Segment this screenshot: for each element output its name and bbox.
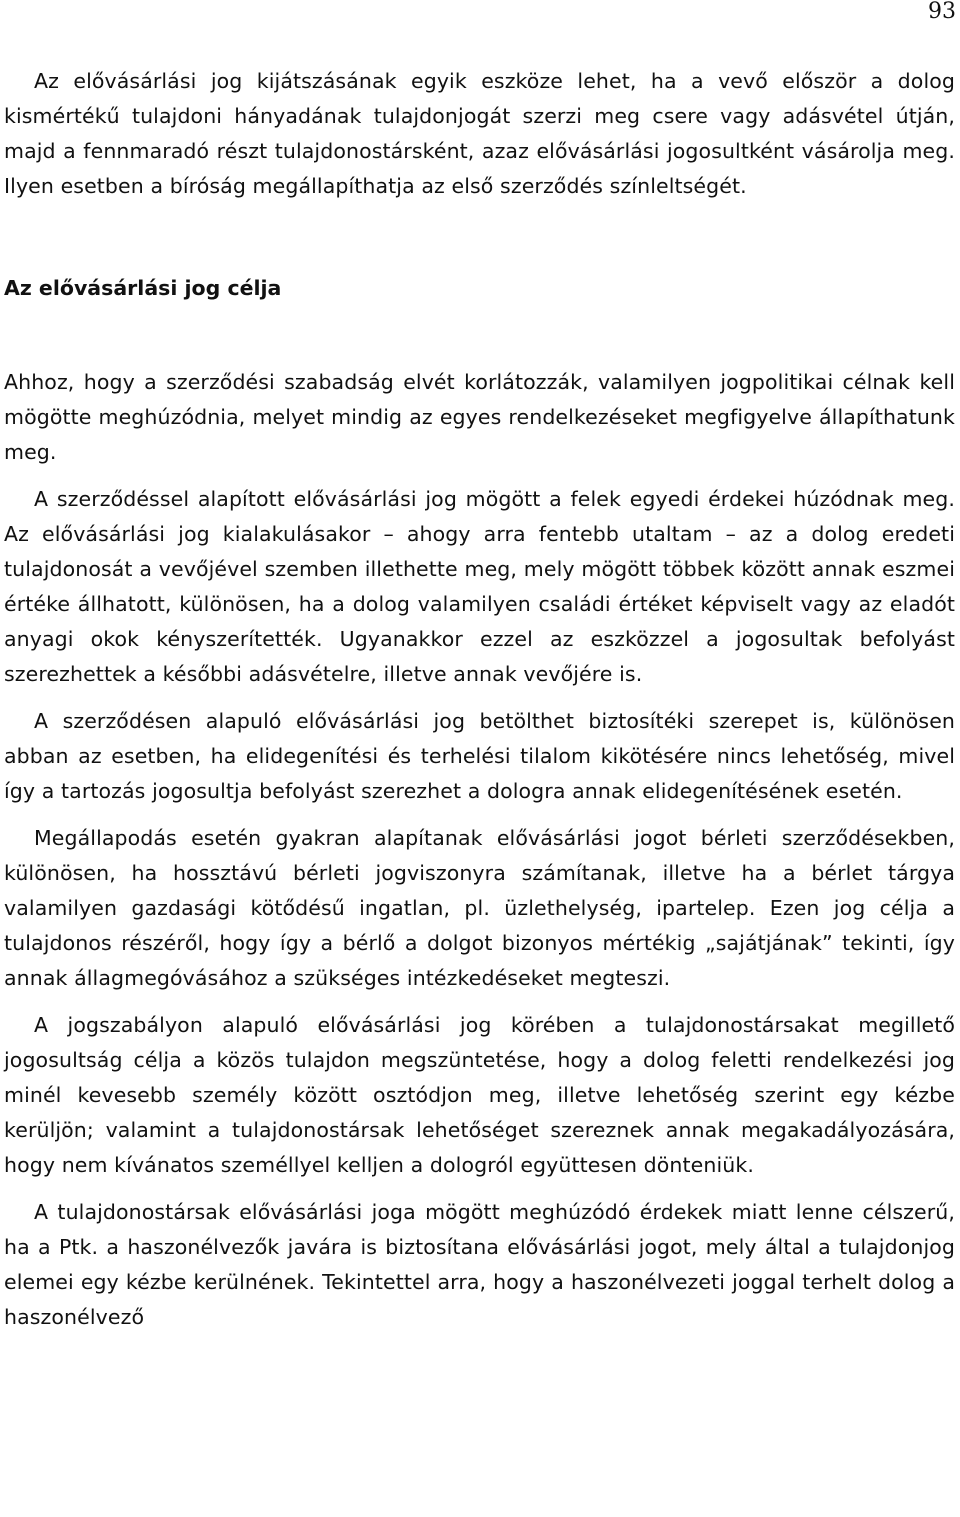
paragraph: Megállapodás esetén gyakran alapítanak elővásárlási jogot bérleti szerződésekben, különösen, ha hossztávú bérleti jogviszonyra számítanak, illetve ha a bérlet tárgya valamilyen gazdasági kötődésű ingatlan, pl. üzlethelység, ipartelep. Ezen jog célja a tulajdonos részéről, hogy így a bérlő a dolgot bizonyos mértékig „sajátjának” tekinti, így annak állagmegóvásához a szükséges intézkedéseket megteszi.	[4, 826, 955, 990]
paragraph: A szerződésen alapuló elővásárlási jog betölthet biztosítéki szerepet is, különösen abban az esetben, ha elidegenítési és terhelési tilalom kikötésére nincs lehetőség, mivel így a tartozás jogosultja befolyást szerezhet a dologra annak elidegenítésének esetén.	[4, 709, 955, 803]
paragraph: Ahhoz, hogy a szerződési szabadság elvét korlátozzák, valamilyen jogpolitikai célnak kell mögötte meghúzódnia, melyet mindig az egyes rendelkezéseket megfigyelve állapíthatunk meg.	[4, 370, 955, 464]
section-heading: Az elővásárlási jog célja	[4, 276, 282, 300]
paragraph: A szerződéssel alapított elővásárlási jog mögött a felek egyedi érdekei húzódnak meg. Az elővásárlási jog kialakulásakor – ahogy arra fentebb utaltam – az a dolog eredeti tulajdonosát a vevőjével szemben illethette meg, mely mögött többek között annak eszmei értéke állhatott, különösen, ha a dolog valamilyen családi értéket képviselt vagy az eladót anyagi okok kényszerítették. Ugyanakkor ezzel az eszközzel a jogosultak befolyást szerezhettek a későbbi adásvételre, illetve annak vevőjére is.	[4, 487, 955, 686]
document-body	[4, 64, 955, 1335]
paragraph-intro: Az elővásárlási jog kijátszásának egyik eszköze lehet, ha a vevő először a dolog kismértékű tulajdoni hányadának tulajdonjogát szerzi meg csere vagy adásvétel útján, majd a fennmaradó részt tulajdonostársként, azaz elővásárlási jogosultként vásárolja meg. Ilyen esetben a bíróság megállapíthatja az első szerződés színleltségét.	[4, 69, 955, 198]
page-number: 93	[928, 0, 956, 24]
paragraph: A jogszabályon alapuló elővásárlási jog körében a tulajdonostársakat megillető jogosultság célja a közös tulajdon megszüntetése, hogy a dolog feletti rendelkezési jog minél kevesebb személy között osztódjon meg, illetve lehetőség szerint egy kézbe kerüljön; valamint a tulajdonostársak lehetőséget szereznek annak megakadályozására, hogy nem kívánatos személlyel kelljen a dologról együttesen dönteniük.	[4, 1013, 955, 1177]
paragraph: A tulajdonostársak elővásárlási joga mögött meghúzódó érdekek miatt lenne célszerű, ha a Ptk. a haszonélvezők javára is biztosítana elővásárlási jogot, mely által a tulajdonjog elemei egy kézbe kerülnének. Tekintettel arra, hogy a haszonélvezeti joggal terhelt dolog a haszonélvező	[4, 1200, 955, 1329]
